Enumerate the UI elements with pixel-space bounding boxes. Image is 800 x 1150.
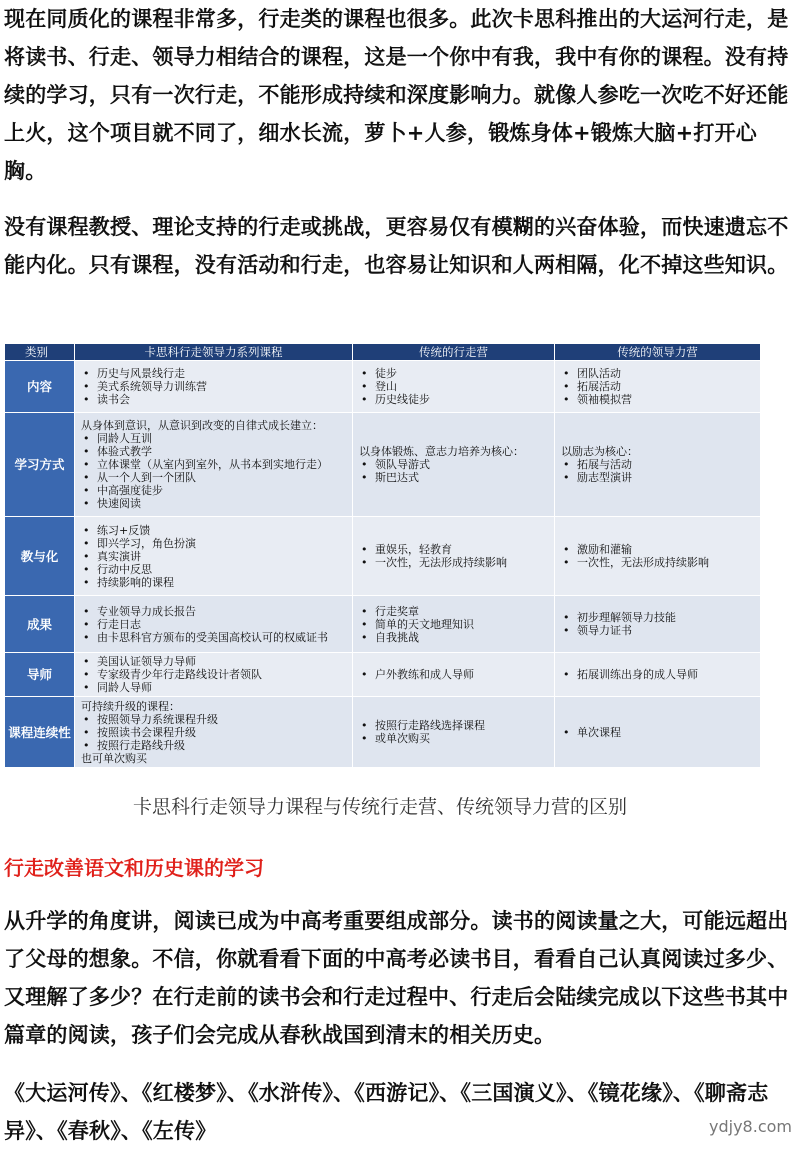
list-item: • 按照领导力系统课程升级 — [81, 713, 346, 726]
cell-list — [81, 524, 346, 589]
table-cell — [555, 361, 761, 413]
row-category: 教与化 — [5, 517, 75, 596]
row-category: 学习方式 — [5, 413, 75, 517]
cell-list — [561, 367, 754, 406]
header-traditional-leadership: 传统的领导力营 — [555, 344, 761, 361]
cell-intro: 以身体锻炼、意志力培养为核心： — [359, 445, 524, 459]
cell-list — [561, 668, 754, 681]
list-item: • 练习+反馈 — [81, 524, 346, 537]
list-item: • 按照读书会课程升级 — [81, 726, 346, 739]
table-cell — [555, 596, 761, 653]
table-cell — [75, 361, 353, 413]
table-row — [5, 697, 761, 768]
table-header-row — [5, 344, 761, 361]
watermark: ydjy8.com — [709, 1117, 792, 1136]
cell-list — [81, 713, 346, 752]
list-item: • 行走日志 — [81, 618, 346, 631]
list-item: • 激励和灌输 — [561, 543, 754, 556]
cell-outro: 也可单次购买 — [81, 751, 147, 765]
comparison-table — [4, 343, 760, 768]
table-cell — [75, 697, 353, 768]
cell-list — [359, 367, 548, 406]
list-item: • 即兴学习，角色扮演 — [81, 537, 346, 550]
list-item: • 同龄人导师 — [81, 681, 346, 694]
list-item: • 美国认证领导力导师 — [81, 655, 346, 668]
header-category: 类别 — [5, 344, 75, 361]
cell-list — [81, 367, 346, 406]
table-cell — [75, 653, 353, 697]
list-item: • 行动中反思 — [81, 563, 346, 576]
cell-list — [561, 611, 754, 637]
list-item: • 自我挑战 — [359, 631, 548, 644]
list-item: • 美式系统领导力训练营 — [81, 380, 346, 393]
list-item: • 领导力证书 — [561, 624, 754, 637]
intro-paragraph-2: 没有课程教授、理论支持的行走或挑战，更容易仅有模糊的兴奋体验，而快速遗忘不能内化。只有课程，没有活动和行走，也容易让知识和人两相隔，化不掉这些知识。 — [4, 215, 789, 277]
list-item: • 专业领导力成长报告 — [81, 605, 346, 618]
header-kasike: 卡思科行走领导力系列课程 — [75, 344, 353, 361]
table-cell — [353, 697, 555, 768]
list-item: • 登山 — [359, 380, 548, 393]
cell-list — [81, 655, 346, 694]
table-row — [5, 413, 761, 517]
table-row — [5, 653, 761, 697]
table-row — [5, 517, 761, 596]
list-item: • 简单的天文地理知识 — [359, 618, 548, 631]
table-cell — [353, 596, 555, 653]
table-row — [5, 596, 761, 653]
list-item: • 团队活动 — [561, 367, 754, 380]
list-item: • 单次课程 — [561, 726, 754, 739]
list-item: • 中高强度徒步 — [81, 484, 346, 497]
list-item: • 领袖模拟营 — [561, 393, 754, 406]
list-item: • 或单次购买 — [359, 732, 548, 745]
list-item: • 专家级青少年行走路线设计者领队 — [81, 668, 346, 681]
list-item: • 初步理解领导力技能 — [561, 611, 754, 624]
list-item: • 读书会 — [81, 393, 346, 406]
list-item: • 重娱乐，轻教育 — [359, 543, 548, 556]
cell-list — [359, 543, 548, 569]
cell-list — [561, 458, 754, 484]
list-item: • 领队导游式 — [359, 458, 548, 471]
table-row — [5, 361, 761, 413]
list-item: • 拓展与活动 — [561, 458, 754, 471]
list-item: • 按照行走路线升级 — [81, 739, 346, 752]
body-paragraph-3: 从升学的角度讲，阅读已成为中高考重要组成部分。读书的阅读量之大，可能远超出了父母的想象。不信，你就看看下面的中高考必读书目，看看自己认真阅读过多少、又理解了多少？在行走前的读书会和行走过程中、行走后会陆续完成以下这些书其中篇章的阅读，孩子们会完成从春秋战国到清末的相关历史。 — [4, 909, 789, 1047]
table-cell — [75, 413, 353, 517]
cell-intro: 以励志为核心： — [561, 445, 638, 459]
list-item: • 从一个人到一个团队 — [81, 471, 346, 484]
list-item: • 拓展活动 — [561, 380, 754, 393]
table-cell — [353, 361, 555, 413]
list-item: • 一次性，无法形成持续影响 — [359, 556, 548, 569]
list-item: • 一次性，无法形成持续影响 — [561, 556, 754, 569]
table-cell — [75, 517, 353, 596]
cell-intro: 从身体到意识，从意识到改变的自律式成长建立： — [81, 419, 323, 433]
row-category: 导师 — [5, 653, 75, 697]
table-cell — [353, 413, 555, 517]
intro-paragraph-1: 现在同质化的课程非常多，行走类的课程也很多。此次卡思科推出的大运河行走，是将读书、行走、领导力相结合的课程，这是一个你中有我，我中有你的课程。没有持续的学习，只有一次行走，不能形成持续和深度影响力。就像人参吃一次吃不好还能上火，这个项目就不同了，细水长流，萝卜+人参，锻炼身体+锻炼大脑+打开心胸。 — [4, 7, 789, 183]
table-cell — [353, 517, 555, 596]
list-item: • 真实演讲 — [81, 550, 346, 563]
book-list-paragraph: 《大运河传》、《红楼梦》、《水浒传》、《西游记》、《三国演义》、《镜花缘》、《聊斋志异》、《春秋》、《左传》 — [4, 1081, 769, 1143]
list-item: • 徒步 — [359, 367, 548, 380]
list-item: • 由卡思科官方颁布的受美国高校认可的权威证书 — [81, 631, 346, 644]
list-item: • 持续影响的课程 — [81, 576, 346, 589]
list-item: • 励志型演讲 — [561, 471, 754, 484]
table-cell — [75, 596, 353, 653]
table-cell — [555, 517, 761, 596]
table-cell — [555, 413, 761, 517]
cell-list — [359, 719, 548, 745]
header-traditional-walk: 传统的行走营 — [353, 344, 555, 361]
table-cell — [555, 653, 761, 697]
list-item: • 按照行走路线选择课程 — [359, 719, 548, 732]
list-item: • 斯巴达式 — [359, 471, 548, 484]
cell-list — [359, 605, 548, 644]
list-item: • 体验式教学 — [81, 445, 346, 458]
cell-list — [561, 726, 754, 739]
list-item: • 同龄人互训 — [81, 432, 346, 445]
section-heading: 行走改善语文和历史课的学习 — [4, 856, 264, 880]
table-caption: 卡思科行走领导力课程与传统行走营、传统领导力营的区别 — [132, 796, 627, 818]
list-item: • 拓展训练出身的成人导师 — [561, 668, 754, 681]
table-cell — [353, 653, 555, 697]
list-item: • 行走奖章 — [359, 605, 548, 618]
list-item: • 快速阅读 — [81, 497, 346, 510]
cell-intro: 可持续升级的课程： — [81, 699, 180, 713]
list-item: • 历史与风景线行走 — [81, 367, 346, 380]
row-category: 课程连续性 — [5, 697, 75, 768]
cell-list — [359, 668, 548, 681]
table-cell — [555, 697, 761, 768]
comparison-table-grid — [4, 343, 761, 768]
cell-list — [81, 432, 346, 510]
cell-list — [81, 605, 346, 644]
cell-list — [561, 543, 754, 569]
cell-list — [359, 458, 548, 484]
row-category: 成果 — [5, 596, 75, 653]
list-item: • 户外教练和成人导师 — [359, 668, 548, 681]
list-item: • 立体课堂（从室内到室外，从书本到实地行走） — [81, 458, 346, 471]
row-category: 内容 — [5, 361, 75, 413]
list-item: • 历史线徒步 — [359, 393, 548, 406]
